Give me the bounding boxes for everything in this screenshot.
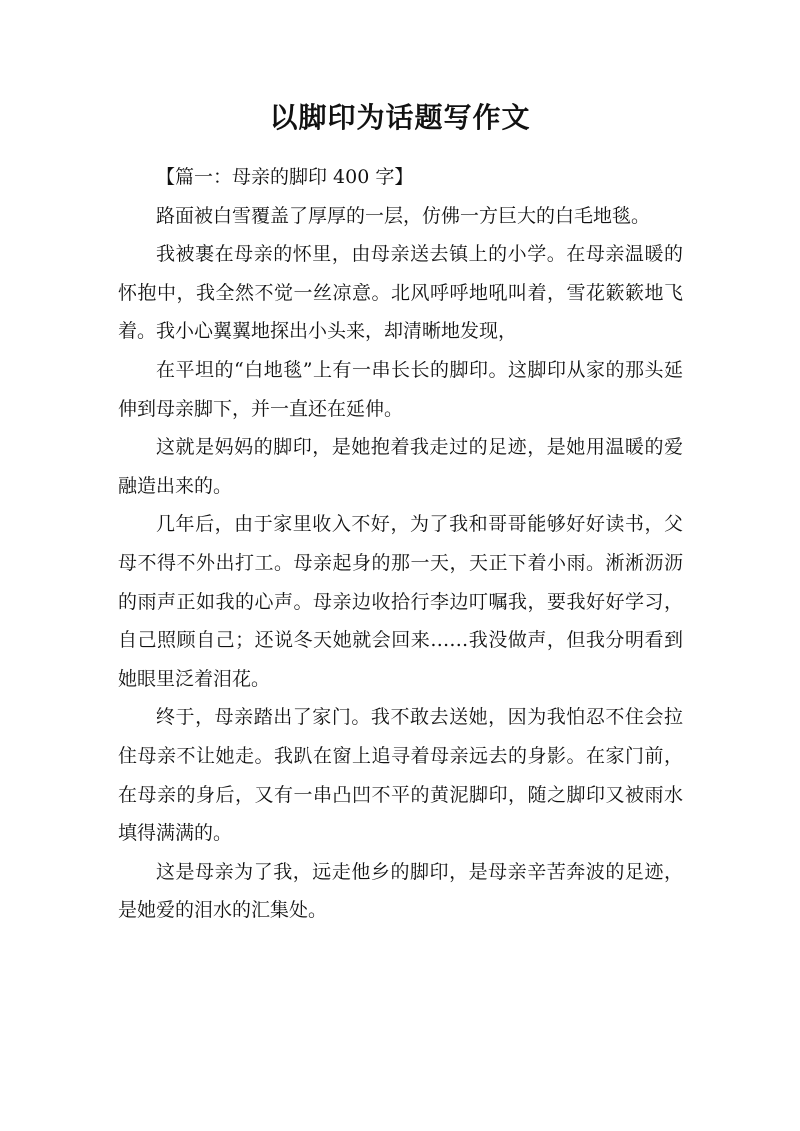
paragraph: 路面被白雪覆盖了厚厚的一层，仿佛一方巨大的白毛地毯。 bbox=[156, 204, 651, 227]
paragraph: 在平坦的“白地毯”上有一串长长的脚印。这脚印从家的那头延伸到母亲脚下，并一直还在延伸。 bbox=[118, 358, 683, 420]
paragraph: 这就是妈妈的脚印，是她抱着我走过的足迹，是她用温暖的爱融造出来的。 bbox=[118, 436, 683, 497]
paragraph: 几年后，由于家里收入不好，为了我和哥哥能够好好读书，父母不得不外出打工。母亲起身的那一天，天正下着小雨。淅淅沥沥的雨声正如我的心声。母亲边收拾行李边叮嘱我，要我好好学习，自己照顾自己；还说冬天她就会回来……我没做声，但我分明看到她眼里泛着泪花。 bbox=[118, 513, 683, 690]
document-title: 以脚印为话题写作文 bbox=[269, 101, 531, 134]
document-body bbox=[118, 158, 683, 930]
paragraph: 这是母亲为了我，远走他乡的脚印，是母亲辛苦奔波的足迹，是她爱的泪水的汇集处。 bbox=[118, 860, 683, 922]
section-heading: 【篇一：母亲的脚印 400 字】 bbox=[156, 166, 414, 188]
paragraph: 终于，母亲踏出了家门。我不敢去送她，因为我怕忍不住会拉住母亲不让她走。我趴在窗上追寻着母亲远去的身影。在家门前，在母亲的身后，又有一串凸凹不平的黄泥脚印，随之脚印又被雨水填得满满的。 bbox=[118, 706, 683, 845]
paragraph: 我被裹在母亲的怀里，由母亲送去镇上的小学。在母亲温暖的怀抱中，我全然不觉一丝凉意。北风呼呼地吼叫着，雪花簌簌地飞着。我小心翼翼地探出小头来，却清晰地发现， bbox=[118, 243, 683, 343]
